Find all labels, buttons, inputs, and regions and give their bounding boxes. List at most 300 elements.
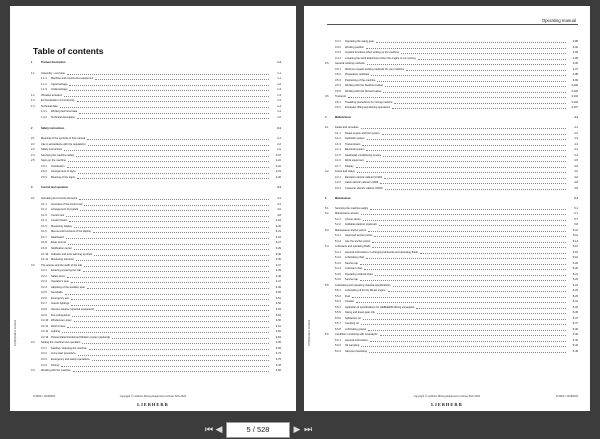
toc-entry-number: 5.4.5	[335, 272, 341, 276]
toc-entry[interactable]	[325, 234, 578, 238]
toc-leader	[363, 319, 566, 320]
toc-entry-number: 3.3.2	[41, 352, 47, 356]
toc-entry[interactable]	[325, 289, 578, 293]
toc-leader	[77, 101, 269, 102]
toc-entry[interactable]	[325, 84, 578, 88]
toc-entry-title: Maintenance anchor points	[335, 228, 367, 232]
toc-entry[interactable]	[31, 341, 281, 345]
toc-entry[interactable]	[31, 94, 281, 98]
toc-entry-title: Lubricating chart	[345, 256, 365, 259]
toc-entry-title: Display	[345, 164, 354, 168]
toc-entry[interactable]	[31, 330, 281, 334]
toc-entry[interactable]	[325, 106, 578, 110]
toc-entry-title: Travelling procedures for mining machine	[345, 100, 393, 104]
toc-entry-title: Oil sampling	[345, 344, 360, 347]
toc-entry-title: Adjusting of the auxiliary seat	[51, 285, 85, 289]
toc-entry-number: 5.6.2	[335, 344, 341, 347]
toc-entry[interactable]	[31, 137, 281, 141]
toc-entry-number: 3.1.4	[41, 219, 47, 223]
toc-entry-title: Lighting	[51, 330, 61, 334]
toc-entry-title: Fire extinguisher	[51, 313, 71, 317]
toc-entry[interactable]	[31, 72, 281, 76]
toc-entry[interactable]	[31, 230, 281, 234]
toc-entry[interactable]	[325, 267, 578, 271]
toc-entry[interactable]	[31, 247, 281, 251]
toc-entry-page: 3-50	[275, 291, 281, 295]
toc-entry-title: Arrangement of joystick	[51, 208, 79, 212]
toc-leader	[71, 299, 269, 300]
toc-entry-page: 3-98	[572, 73, 578, 76]
toc-entry-title: Excavator lifting and lashing operations	[345, 106, 391, 109]
toc-entry[interactable]	[31, 364, 281, 368]
toc-entry[interactable]	[31, 241, 281, 245]
toc-entry-page: 3-102	[571, 89, 578, 93]
toc-entry[interactable]	[31, 325, 281, 329]
toc-entry-title: Arrangement of signs	[51, 170, 76, 174]
toc-entry-title: Coolant	[345, 300, 354, 303]
toc-entry-number: 5.1	[325, 206, 329, 210]
toc-leader	[64, 96, 269, 97]
toc-entry-number: 3.1.2	[41, 208, 47, 212]
toc-entry-title: Approved anchor points	[345, 234, 373, 237]
toc-leader	[73, 371, 269, 372]
toc-entry-page: 3-78	[275, 363, 281, 367]
toc-leader	[64, 150, 269, 151]
toc-entry[interactable]	[31, 61, 281, 65]
toc-leader	[416, 308, 566, 309]
toc-entry-title: Windscreen wiper	[51, 319, 72, 323]
toc-leader	[92, 360, 269, 361]
toc-entry-title: Operator's seat	[51, 280, 69, 284]
toc-entry-title: Jump start procedure	[51, 352, 76, 356]
toc-leader	[361, 214, 566, 215]
toc-entry[interactable]	[31, 347, 281, 351]
toc-entry-number: 4.1.3	[335, 142, 341, 146]
toc-entry[interactable]	[31, 159, 281, 163]
toc-entry[interactable]	[31, 170, 281, 174]
toc-leader	[385, 189, 566, 190]
toc-leader	[385, 86, 566, 87]
page-header: Operating manual	[541, 18, 576, 23]
toc-entry[interactable]	[325, 311, 578, 315]
toc-leader	[393, 286, 566, 287]
toc-leader	[392, 108, 566, 109]
toc-entry-title: Uppercarriage	[51, 82, 68, 86]
first-page-icon[interactable]: ⏮	[204, 424, 214, 434]
toc-entry-number: 5.5.5	[335, 311, 341, 314]
toc-entry-number: 3.4.1	[335, 40, 341, 43]
toc-entry[interactable]	[31, 116, 281, 120]
toc-entry[interactable]	[325, 68, 578, 72]
toc-entry[interactable]	[325, 132, 578, 136]
toc-entry-number: 3.3	[31, 341, 35, 345]
toc-entry[interactable]	[31, 253, 281, 257]
next-page-icon[interactable]: ▶	[293, 424, 301, 434]
toc-entry[interactable]	[31, 291, 281, 295]
toc-entry-number: 5.2.2	[335, 223, 341, 226]
toc-entry[interactable]	[31, 77, 281, 81]
toc-entry[interactable]	[325, 176, 578, 180]
toc-entry[interactable]	[31, 214, 281, 218]
toc-entry-page: 5-7	[574, 217, 578, 221]
liebherr-logo: LIEBHERR	[137, 402, 169, 407]
toc-leader	[366, 258, 566, 259]
toc-entry-number: 2.1	[31, 137, 35, 141]
toc-entry-number: 3.3.3	[41, 357, 47, 361]
toc-entry-page: 4-5	[574, 159, 578, 162]
toc-entry[interactable]	[325, 278, 578, 282]
toc-entry-page: 3-29	[275, 246, 281, 250]
last-page-icon[interactable]: ⏭	[303, 424, 313, 434]
toc-entry[interactable]	[31, 99, 281, 103]
toc-entry[interactable]	[31, 275, 281, 279]
toc-entry-number: 4.1.6	[335, 159, 341, 162]
toc-entry-title: Hydraulic system	[345, 137, 365, 140]
toc-entry-page: 3-27	[275, 241, 281, 245]
toc-entry-number: 3.3.4	[41, 363, 47, 367]
toc-entry-page: 3-39	[275, 269, 281, 273]
toc-entry-number: 5.5	[325, 283, 329, 287]
toc-entry[interactable]	[325, 73, 578, 77]
toc-entry[interactable]	[31, 225, 281, 229]
toc-entry-number: 5.3.2	[335, 239, 341, 243]
toc-leader	[74, 321, 269, 322]
toc-entry-number: 3.1.1	[41, 202, 47, 206]
toc-entry[interactable]	[31, 105, 281, 109]
toc-entry[interactable]	[325, 159, 578, 163]
toc-entry-title: Electrical system	[345, 148, 365, 151]
toc-entry[interactable]	[325, 262, 578, 266]
toc-entry[interactable]	[325, 229, 578, 233]
toc-entry[interactable]	[325, 245, 578, 249]
toc-entry-page: 2-2	[277, 142, 281, 146]
toc-entry[interactable]	[325, 350, 578, 354]
toc-leader	[356, 302, 566, 303]
toc-leader	[360, 264, 566, 265]
toc-leader	[80, 210, 269, 211]
toc-entry[interactable]	[31, 143, 281, 147]
toc-entry[interactable]	[31, 358, 281, 362]
toc-entry-page: 3-30	[275, 252, 281, 256]
toc-leader	[87, 139, 269, 140]
toc-leader	[379, 225, 566, 226]
toc-entry-number: 3.2.4	[41, 285, 47, 289]
toc-entry-number: 2.2	[31, 142, 35, 146]
toc-entry-title: Signs on the machine	[41, 159, 66, 163]
toc-leader	[66, 216, 269, 217]
toc-entry-title: Overview of the control cab	[51, 202, 83, 206]
toc-entry-number: 3.1.8	[41, 241, 47, 245]
toc-entry[interactable]	[325, 40, 578, 44]
toc-entry-number: 1	[31, 61, 33, 64]
toc-entry[interactable]	[31, 165, 281, 169]
toc-entry-number: 3.1.3	[41, 213, 47, 217]
toc-leader	[87, 288, 269, 289]
toc-entry-number: 5	[325, 196, 327, 200]
toc-entry-page: 3-92	[572, 45, 578, 49]
toc-entry[interactable]	[31, 197, 281, 201]
toc-entry[interactable]	[325, 273, 578, 277]
toc-leader	[364, 269, 566, 270]
toc-entry[interactable]	[31, 110, 281, 114]
toc-entry[interactable]	[31, 186, 281, 190]
toc-entry-title: Access doors	[345, 217, 361, 221]
toc-entry[interactable]	[325, 328, 578, 332]
toc-entry[interactable]	[325, 79, 578, 83]
toc-entry-page: 1-3	[277, 93, 281, 97]
toc-entry-title: Positioning of the machine	[345, 78, 376, 82]
toc-entry[interactable]	[325, 317, 578, 321]
toc-entry[interactable]	[31, 208, 281, 212]
toc-entry-number: 5.3.1	[335, 234, 341, 237]
toc-entry-page: 5-23	[572, 289, 578, 292]
toc-leader	[394, 103, 566, 104]
toc-entry-title: Monitoring cameras	[51, 258, 74, 262]
toc-entry-number: 5.3	[325, 228, 329, 232]
toc-entry-number: 3.2.13	[41, 335, 49, 339]
toc-entry-page: 4-3	[574, 137, 578, 140]
toc-entry-page: 5-37	[572, 322, 578, 325]
toc-entry-number: 4.1.5	[335, 153, 341, 157]
toc-entry-title: Working position	[345, 45, 365, 49]
toc-entry-number: 1.1.2	[41, 82, 47, 86]
toc-entry-page: 1-3	[277, 99, 281, 103]
toc-leader	[360, 280, 566, 281]
toc-list	[31, 61, 281, 399]
toc-entry-title: EC Declaration of Conformity	[41, 99, 75, 103]
toc-entry[interactable]	[31, 336, 281, 340]
toc-leader	[418, 59, 566, 60]
toc-entry[interactable]	[325, 95, 578, 99]
toc-entry[interactable]	[31, 352, 281, 356]
toc-entry-page: 3-49	[275, 285, 281, 289]
toc-entry-page: 3-63	[275, 335, 281, 339]
toc-entry[interactable]	[325, 90, 578, 94]
toc-entry-number: 3.5.5	[335, 89, 341, 93]
toc-entry[interactable]	[325, 284, 578, 288]
toc-entry[interactable]	[31, 369, 281, 373]
toc-leader	[89, 349, 269, 350]
toc-entry[interactable]	[325, 240, 578, 244]
toc-entry[interactable]	[325, 212, 578, 216]
toc-leader	[375, 275, 566, 276]
toc-entry-title: Hydraulic oil specifications for LIEBHERR Mining excavators	[345, 305, 415, 309]
toc-entry[interactable]	[325, 181, 578, 185]
toc-entry[interactable]	[325, 218, 578, 222]
toc-entry[interactable]	[325, 165, 578, 169]
toc-entry[interactable]	[31, 219, 281, 223]
toc-entry-title: Interior lightings	[51, 302, 70, 306]
toc-entry[interactable]	[325, 154, 578, 158]
toc-entry-number: 1.1.1	[41, 77, 47, 81]
toc-entry-title: Working technical data	[51, 110, 78, 114]
toc-entry[interactable]	[325, 126, 578, 130]
toc-entry[interactable]	[325, 306, 578, 310]
toc-entry-title: Lubricating grease	[345, 327, 367, 331]
toc-entry-number: 3.1.5	[41, 224, 47, 228]
toc-entry-title: Meaning of the signs	[51, 175, 75, 179]
toc-entry[interactable]	[31, 83, 281, 87]
toc-entry-page: 3-20	[275, 224, 281, 228]
toc-entry[interactable]	[325, 116, 578, 120]
toc-leader	[66, 238, 269, 239]
toc-entry[interactable]	[31, 127, 281, 131]
toc-entry[interactable]	[325, 333, 578, 337]
toc-entry-page: 2-1	[277, 126, 281, 130]
viewer-toolbar	[0, 419, 600, 439]
toc-entry[interactable]	[31, 176, 281, 180]
toc-entry-number: 3.6	[325, 95, 329, 98]
toc-entry-title: Undercarriage	[51, 88, 68, 92]
toc-entry[interactable]	[325, 295, 578, 299]
toc-entry-title: Sunshade	[51, 291, 63, 295]
toc-entry-page: 1-4	[277, 110, 281, 114]
toc-leader	[363, 220, 566, 221]
toc-leader	[84, 266, 269, 267]
toc-entry-page: 2-22	[275, 164, 281, 168]
toc-entry-title: Vibration emission	[41, 93, 63, 97]
toc-entry-title: Working with the backhoe bucket	[345, 84, 384, 87]
toc-entry[interactable]	[325, 187, 578, 191]
toc-entry-title: Lubricant chart	[345, 267, 363, 270]
toc-entry[interactable]	[31, 286, 281, 290]
toc-entry-page: 5-7	[574, 212, 578, 215]
toc-entry-page: 3-95	[572, 56, 578, 60]
toc-entry-title: Safety instructions	[41, 126, 65, 130]
toc-entry-page: 3-65	[275, 346, 281, 350]
toc-entry[interactable]	[325, 137, 578, 141]
toc-entry-title: Maintenance	[335, 196, 351, 200]
toc-entry[interactable]	[325, 344, 578, 348]
toc-entry-page: 3-62	[275, 330, 281, 334]
toc-entry-title: Joystick functions when setting up the machine	[345, 51, 400, 54]
toc-entry[interactable]	[31, 236, 281, 240]
toc-entry-number: 4.1.4	[335, 148, 341, 151]
toc-entry-title: The access and the outfit of the cab	[41, 263, 83, 267]
toc-entry[interactable]	[325, 46, 578, 50]
toc-entry[interactable]	[325, 170, 578, 174]
toc-entry-page: 2-2	[277, 148, 281, 152]
toc-entry[interactable]	[31, 297, 281, 301]
toc-entry-title: Splitterbox oil	[345, 316, 361, 320]
toc-entry[interactable]	[325, 57, 578, 61]
toc-entry-page: 2-22	[275, 159, 281, 163]
toc-entry-number: 5.4.6	[335, 278, 341, 281]
toc-entry-title: Meaning of the symbols in this manual	[41, 137, 86, 141]
toc-entry[interactable]	[31, 264, 281, 268]
toc-entry[interactable]	[31, 88, 281, 92]
toc-entry[interactable]	[325, 197, 578, 201]
toc-entry-number: 3.2.7	[41, 302, 47, 306]
toc-entry-number: 5.4.4	[335, 267, 341, 270]
toc-entry-title: Diesel engine and fuel system	[345, 131, 380, 135]
toc-entry-title: General information	[345, 338, 368, 342]
toc-leader	[93, 232, 269, 233]
toc-entry-number: 2.5.3	[41, 175, 47, 179]
toc-entry[interactable]	[31, 269, 281, 273]
toc-entry[interactable]	[31, 280, 281, 284]
toc-entry-page: 1-1	[277, 71, 281, 75]
toc-entry-number: 5.5.3	[335, 300, 341, 303]
toc-entry-number: 2	[31, 126, 33, 130]
toc-entry-number: 3.2.2	[41, 274, 47, 278]
toc-leader	[78, 173, 269, 174]
toc-entry-title: Lubricating oil for the Diesel engine	[345, 289, 386, 292]
toc-entry[interactable]	[31, 302, 281, 306]
toc-entry[interactable]	[31, 258, 281, 262]
toc-leader	[380, 335, 566, 336]
toc-leader	[368, 330, 566, 331]
toc-entry-title: Malfunctions	[335, 116, 351, 119]
prev-page-icon[interactable]: ◀	[215, 424, 223, 434]
toc-entry[interactable]	[31, 308, 281, 312]
toc-leader	[65, 294, 269, 295]
toc-entry-title: Operating the swing gear	[345, 40, 374, 43]
toc-entry-title: General information on changing lubricants and operating fluids	[345, 250, 418, 254]
toc-entry[interactable]	[325, 101, 578, 105]
toc-entry-number: 3.1.7	[41, 235, 47, 239]
toc-entry-title: Transport	[335, 95, 347, 98]
toc-leader	[67, 74, 269, 75]
toc-entry[interactable]	[325, 62, 578, 66]
toc-entry[interactable]	[31, 148, 281, 152]
toc-entry[interactable]	[325, 322, 578, 326]
toc-entry-page: 3-1	[277, 186, 281, 190]
toc-entry-number: 1.1	[31, 71, 35, 75]
toc-leader	[370, 209, 566, 210]
toc-leader	[76, 156, 269, 157]
toc-entry-number: 2.4	[31, 153, 35, 157]
toc-entry[interactable]	[325, 148, 578, 152]
toc-entry-number: 1.4.2	[41, 115, 47, 119]
toc-entry[interactable]	[325, 51, 578, 55]
toc-entry-number: 5.6.1	[335, 338, 341, 342]
toc-leader	[366, 48, 566, 49]
toc-entry-title: Technical description	[51, 115, 76, 119]
toc-leader	[82, 343, 269, 344]
toc-entry-page: 5-22	[572, 278, 578, 281]
toc-entry[interactable]	[325, 300, 578, 304]
toc-entry[interactable]	[31, 203, 281, 207]
toc-entry[interactable]	[325, 256, 578, 260]
page-number-field[interactable]: 5 / 528	[226, 422, 290, 438]
toc-entry[interactable]	[31, 154, 281, 158]
toc-leader	[67, 327, 269, 328]
toc-leader	[71, 282, 269, 283]
toc-entry-title: Menus and functions of the display	[51, 230, 91, 234]
toc-entry[interactable]	[325, 251, 578, 255]
toc-entry[interactable]	[31, 314, 281, 318]
toc-entry-number: 3.2.3	[41, 280, 47, 284]
toc-entry-number: 5.4.1	[335, 250, 341, 254]
toc-entry[interactable]	[325, 339, 578, 343]
toc-entry-number: 5.4	[325, 245, 329, 248]
toc-entry-title: Emergency and safety operations	[51, 357, 90, 361]
toc-entry-page: 3-21	[275, 230, 281, 234]
toc-leader	[401, 53, 566, 54]
toc-entry-title: Transmission	[345, 142, 361, 146]
toc-entry[interactable]	[325, 207, 578, 211]
toc-leader	[371, 75, 566, 76]
toc-entry[interactable]	[31, 319, 281, 323]
toc-entry-number: 5.6	[325, 333, 329, 336]
toc-entry[interactable]	[325, 143, 578, 147]
toc-entry-page: 3-24	[275, 235, 281, 239]
toc-entry[interactable]	[325, 223, 578, 227]
toc-entry-page: 4-2	[574, 131, 578, 135]
toc-entry-page: 5-14	[572, 239, 578, 243]
toc-leader	[366, 161, 566, 162]
